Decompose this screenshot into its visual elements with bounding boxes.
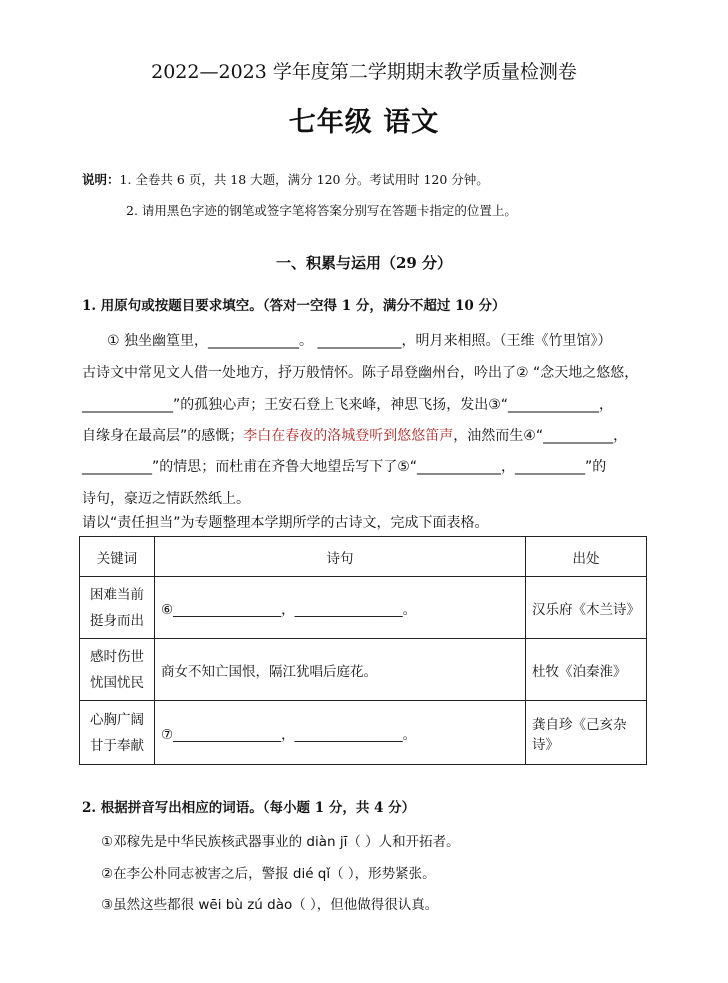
keyword-line: 困难当前 — [90, 586, 144, 603]
question-1-line-6: 诗句，豪迈之情跃然纸上。 — [82, 491, 250, 507]
keyword-line: 甘于奉献 — [90, 737, 144, 754]
table-header-source: 出处 — [526, 537, 647, 577]
table-cell-source: 龚自珍《己亥杂诗》 — [526, 701, 647, 765]
keyword-line: 忧国忧民 — [90, 674, 144, 691]
table-row — [80, 639, 647, 701]
table-header-row — [80, 537, 647, 577]
table-header-verse: 诗句 — [155, 537, 526, 577]
table-cell-verse: 商女不知亡国恨，隔江犹唱后庭花。 — [155, 639, 526, 701]
instructions-label: 说明： — [82, 172, 120, 187]
table-cell-source: 汉乐府《木兰诗》 — [526, 577, 647, 639]
table-cell-keyword — [80, 577, 155, 639]
question-1-line-2: 古诗文中常见文人借一处地方，抒万般情怀。陈子昂登幽州台，吟出了② “念天地之悠悠， — [82, 365, 639, 381]
keyword-line: 感时伤世 — [90, 648, 144, 665]
table-cell-verse: ⑦________________，________________。 — [155, 701, 526, 765]
instructions-line-1 — [82, 170, 489, 188]
question-1-line-4 — [82, 425, 627, 445]
question-1-line-7: 请以“责任担当”为专题整理本学期所学的古诗文，完成下面表格。 — [82, 515, 489, 531]
question-1-line-4-end: ，油然而生④“__________， — [453, 428, 628, 444]
question-1-line-3: _____________”的孤独心声；王安石登上飞来峰，神思飞扬，发出③“_____________， — [82, 397, 614, 413]
table-header-keyword: 关键词 — [80, 537, 155, 577]
question-1-heading: 1. 用原句或按题目要求填空。（答对一空得 1 分，满分不超过 10 分） — [82, 298, 506, 314]
table-row — [80, 701, 647, 765]
keyword-line: 心胸广阔 — [90, 711, 144, 728]
table-row — [80, 577, 647, 639]
question-2-heading: 2. 根据拼音写出相应的词语。（每小题 1 分，共 4 分） — [82, 800, 416, 816]
question-1-line-4-start: 自缘身在最高层”的感慨； — [82, 428, 244, 444]
question-1-line-1: ① 独坐幽篁里，_____________。 ____________，明月来相照。（王维《竹里馆》） — [107, 333, 612, 349]
question-2-item-3: ③虽然这些都很 wēi bù zú dào（ ），但他做得很认真。 — [101, 897, 439, 913]
poetry-table — [79, 536, 647, 765]
table-cell-verse: ⑥________________，________________。 — [155, 577, 526, 639]
instructions-text-1: 1. 全卷共 6 页，共 18 大题，满分 120 分。考试用时 120 分钟。 — [119, 172, 489, 187]
table-cell-keyword — [80, 701, 155, 765]
exam-subject: 七年级 语文 — [288, 107, 440, 138]
question-2-item-1: ①邓稼先是中华民族核武器事业的 diàn jī（ ）人和开拓者。 — [101, 834, 460, 850]
question-1-line-5: __________”的情思；而杜甫在齐鲁大地望岳写下了⑤“____________，__________”的 — [82, 459, 607, 475]
section-title: 一、积累与运用（29 分） — [275, 254, 453, 272]
keyword-line: 挺身而出 — [90, 612, 144, 629]
table-cell-source: 杜牧《泊秦淮》 — [526, 639, 647, 701]
table-cell-keyword — [80, 639, 155, 701]
question-2-item-2: ②在李公朴同志被害之后，警报 dié qǐ（ ），形势紧张。 — [101, 866, 436, 882]
exam-title: 2022—2023 学年度第二学期期末教学质量检测卷 — [151, 61, 577, 83]
highlighted-text: 李白在春夜的洛城登听到悠悠笛声 — [243, 428, 454, 444]
instructions-line-2: 2. 请用黑色字迹的钢笔或签字笔将答案分别写在答题卡指定的位置上。 — [126, 203, 517, 218]
